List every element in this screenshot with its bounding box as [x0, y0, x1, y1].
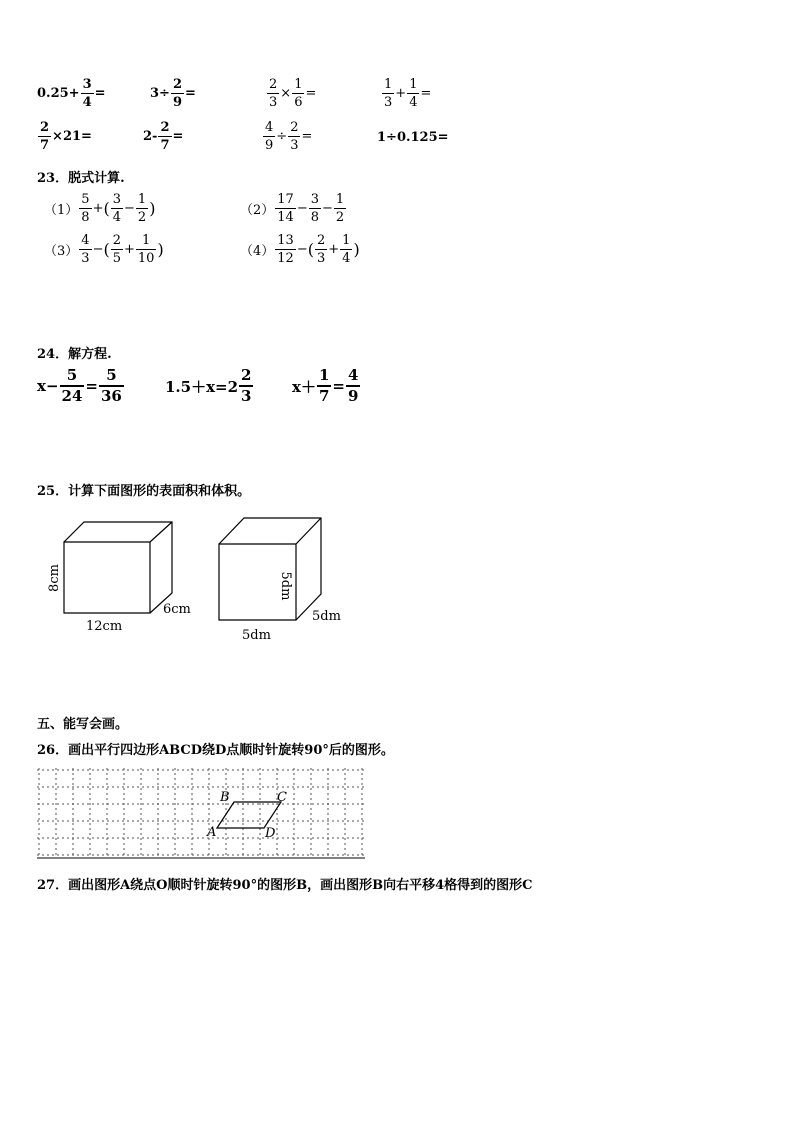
fraction: [317, 368, 331, 404]
expr-text: 1.5＋x=2: [165, 377, 239, 396]
numerator: 2: [241, 366, 252, 384]
denominator: 4: [409, 95, 418, 110]
denominator: 4: [342, 251, 351, 266]
denominator: 3: [269, 95, 278, 110]
fraction: [136, 193, 148, 224]
vertex-label-b: B: [220, 790, 230, 805]
expr-text: ×21=: [52, 129, 92, 144]
numerator: 2: [290, 120, 299, 135]
minus-sign: −: [296, 242, 308, 257]
denominator: 24: [61, 387, 83, 405]
operator: +: [395, 86, 407, 101]
numerator: 3: [310, 192, 320, 207]
numerator: 17: [277, 192, 294, 207]
plus-sign: +: [124, 242, 135, 257]
numerator: 1: [294, 77, 303, 92]
denominator: 5: [112, 251, 121, 266]
numerator: 2: [112, 233, 121, 248]
minus-sign: −: [92, 242, 104, 257]
cube-figure: [219, 518, 321, 620]
cube-length-label: 5dm: [242, 628, 271, 643]
fraction: [38, 121, 51, 152]
expr-text: 2-: [143, 129, 158, 144]
numerator: 2: [172, 77, 182, 92]
q23-part2: [240, 193, 347, 224]
fraction: [158, 121, 171, 152]
expr-text: 0.25+: [37, 86, 80, 101]
fraction: [99, 368, 124, 404]
numerator: 1: [142, 233, 151, 248]
numerator: 5: [106, 366, 117, 384]
numerator: 2: [160, 120, 170, 135]
q24-equation-2: [165, 368, 254, 404]
q27-title: 27．画出图形A绕点O顺时针旋转90°的图形B，画出图形B向右平移4格得到的图形C: [37, 878, 533, 893]
fraction: [171, 78, 184, 109]
denominator: 3: [241, 387, 252, 405]
close-paren: ): [157, 240, 164, 259]
denominator: 8: [310, 210, 320, 225]
numerator: 5: [81, 192, 90, 207]
expr-text: x−: [37, 377, 59, 395]
oral-calc-r1c4: [381, 78, 431, 109]
expr-text: =: [301, 129, 313, 144]
numerator: 1: [342, 233, 351, 248]
numerator: 3: [82, 77, 92, 92]
numerator: 1: [409, 77, 418, 92]
cuboid-depth-label: 6cm: [163, 602, 191, 617]
q24-equation-1: [37, 368, 125, 404]
numerator: 1: [384, 77, 393, 92]
fraction: [239, 368, 253, 404]
plus-sign: +: [92, 201, 104, 216]
expr-text: =: [420, 86, 432, 101]
denominator: 8: [81, 210, 90, 225]
denominator: 2: [137, 210, 147, 225]
q23-title: 23．脱式计算.: [37, 171, 125, 186]
q23-part4: [240, 234, 360, 265]
part-label: （3）: [44, 244, 79, 259]
q25-figures: [30, 510, 370, 645]
fraction: [263, 121, 275, 152]
vertex-label-a: A: [207, 825, 217, 840]
denominator: 14: [277, 210, 294, 225]
cuboid-length-label: 12cm: [86, 619, 123, 634]
cuboid-figure: [64, 522, 172, 613]
fraction: [292, 78, 304, 109]
equals-sign: =: [332, 377, 345, 395]
close-paren: ): [149, 199, 156, 218]
numerator: 1: [318, 366, 330, 384]
close-paren: ): [353, 240, 360, 259]
denominator: 3: [81, 251, 90, 266]
minus-sign: −: [124, 201, 135, 216]
minus-sign: −: [296, 201, 308, 216]
cube-depth-label: 5dm: [312, 609, 341, 624]
oral-calc-r2c3: [262, 121, 312, 152]
numerator: 13: [277, 233, 294, 248]
equals-sign: =: [85, 377, 98, 395]
cube-height-label: 5dm: [278, 571, 293, 601]
fraction: [79, 234, 91, 265]
vertex-label-d: D: [265, 826, 276, 841]
fraction: [79, 193, 91, 224]
cuboid-front-face: [64, 542, 150, 613]
numerator: 3: [112, 192, 121, 207]
expr-text: =: [305, 86, 317, 101]
fraction: [60, 368, 85, 404]
oral-calc-r2c2: [143, 121, 183, 152]
q26-grid-figure: [37, 768, 367, 860]
cuboid-back-edges: [64, 522, 172, 613]
denominator: 3: [316, 251, 326, 266]
fraction: [81, 78, 94, 109]
q23-part1: [44, 193, 155, 224]
vertex-label-c: C: [277, 790, 287, 805]
q26-title: 26．画出平行四边形ABCD绕D点顺时针旋转90°后的图形。: [37, 743, 394, 758]
numerator: 1: [137, 192, 147, 207]
parallelogram-abcd: [217, 802, 281, 828]
denominator: 6: [294, 95, 303, 110]
fraction: [136, 234, 157, 265]
operator: ×: [280, 86, 292, 101]
numerator: 2: [40, 120, 50, 135]
section-5-title: 五、能写会画。: [37, 717, 129, 732]
fraction: [407, 78, 419, 109]
expr-text: x＋: [292, 377, 316, 396]
cuboid-top-edge: [150, 522, 172, 542]
open-paren: (: [103, 199, 110, 218]
expr-text: =: [172, 129, 184, 144]
oral-calc-r1c2: [150, 78, 196, 109]
minus-sign: −: [322, 201, 333, 216]
fraction: [275, 234, 296, 265]
dotted-grid: [37, 768, 365, 858]
operator: ÷: [276, 129, 288, 144]
denominator: 12: [277, 251, 294, 266]
numerator: 5: [66, 366, 78, 384]
part-label: （4）: [240, 244, 275, 259]
plus-sign: +: [328, 242, 340, 257]
oral-calc-r1c1: [37, 78, 106, 109]
q24-equation-3: [292, 368, 361, 404]
denominator: 9: [347, 387, 359, 405]
q25-title: 25．计算下面图形的表面积和体积。: [37, 484, 251, 499]
cube-top-edge: [296, 518, 321, 544]
open-paren: (: [307, 240, 314, 259]
numerator: 4: [81, 233, 90, 248]
denominator: 4: [112, 210, 121, 225]
denominator: 9: [172, 95, 182, 110]
fraction: [267, 78, 279, 109]
denominator: 36: [100, 387, 122, 405]
denominator: 9: [265, 138, 274, 153]
fraction: [382, 78, 394, 109]
part-label: （2）: [240, 203, 275, 218]
fraction: [309, 193, 321, 224]
part-label: （1）: [44, 203, 79, 218]
oral-calc-r2c4: [377, 130, 449, 145]
denominator: 10: [137, 251, 155, 266]
fraction: [111, 193, 123, 224]
denominator: 4: [82, 95, 92, 110]
numerator: 2: [269, 77, 278, 92]
expr-text: =: [185, 86, 196, 101]
fraction: [334, 193, 346, 224]
oral-calc-r1c3: [266, 78, 316, 109]
fraction: [275, 193, 296, 224]
numerator: 4: [265, 120, 274, 135]
q23-part3: [44, 234, 164, 265]
fraction: [288, 121, 300, 152]
denominator: 7: [160, 138, 170, 153]
cuboid-height-label: 8cm: [47, 564, 62, 592]
numerator: 4: [347, 366, 359, 384]
denominator: 3: [290, 138, 299, 153]
numerator: 1: [335, 192, 345, 207]
denominator: 3: [384, 95, 393, 110]
fraction: [346, 368, 360, 404]
fraction: [111, 234, 123, 265]
denominator: 2: [335, 210, 345, 225]
fraction: [315, 234, 327, 265]
oral-calc-r2c1: [37, 121, 92, 152]
expr-text: 1÷0.125=: [377, 130, 449, 145]
q24-title: 24．解方程.: [37, 347, 112, 362]
expr-text: =: [94, 86, 106, 101]
denominator: 7: [318, 387, 330, 405]
denominator: 7: [40, 138, 50, 153]
numerator: 2: [316, 233, 326, 248]
expr-text: 3÷: [150, 86, 170, 101]
open-paren: (: [103, 240, 110, 259]
fraction: [340, 234, 352, 265]
